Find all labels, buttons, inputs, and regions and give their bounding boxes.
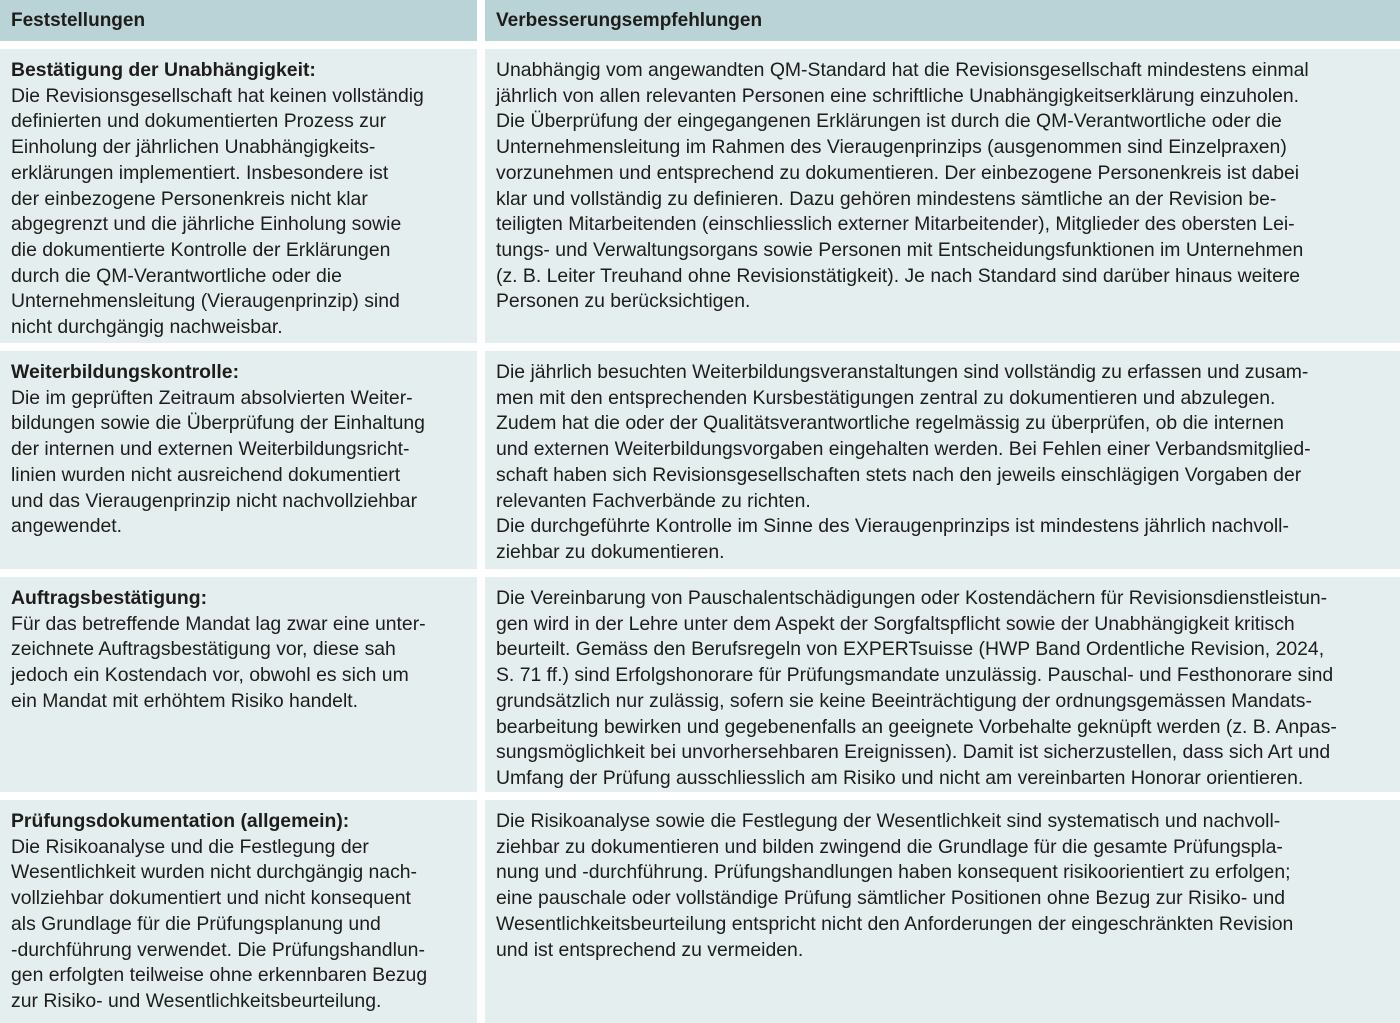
recommendation-text-line: Unternehmensleitung im Rahmen des Vieraugenprinzips (ausgenommen sind Einzelpraxen) [496, 136, 1287, 159]
recommendation-text-line: Die Überprüfung der eingegangenen Erklärungen ist durch die QM-Verantwortliche oder die [496, 110, 1282, 133]
finding-text-line: ein Mandat mit erhöhtem Risiko handelt. [11, 689, 359, 712]
recommendation-text-line: jährlich von allen relevanten Personen eine schriftliche Unabhängigkeitserklärung einzuholen. [496, 84, 1300, 107]
finding-title: Prüfungsdokumentation (allgemein): [11, 810, 350, 832]
finding-text-line: nicht durchgängig nachweisbar. [11, 316, 283, 339]
finding-text-line: Für das betreffende Mandat lag zwar eine unter- [11, 612, 426, 635]
recommendation-text-line: ziehbar zu dokumentieren und bilden zwingend die Grundlage für die gesamte Prüfungspla- [496, 835, 1283, 858]
finding-text-line: abgegrenzt und die jährliche Einholung sowie [11, 213, 402, 236]
finding-text-line: bildungen sowie die Überprüfung der Einhaltung [11, 412, 425, 435]
recommendation-text-line: ziehbar zu dokumentieren. [496, 540, 725, 563]
finding-text-line: Die im geprüften Zeitraum absolvierten Weiter- [11, 386, 413, 409]
finding-cell [0, 800, 477, 1023]
finding-text-line: definierten und dokumentierten Prozess zur [11, 110, 387, 133]
recommendation-text-line: Die Vereinbarung von Pauschalentschädigungen oder Kostendächern für Revisionsdienstleistun- [496, 587, 1328, 609]
finding-text-line: jedoch ein Kostendach vor, obwohl es sich um [11, 664, 409, 687]
recommendation-text-line: men mit den entsprechenden Kursbestätigungen zentral zu dokumentieren und abzulegen. [496, 386, 1276, 409]
recommendation-text-line: sungsmöglichkeit bei unvorhersehbaren Ereignissen). Damit ist sicherzustellen, dass sich Art und [496, 741, 1331, 764]
finding-text-line: Wesentlichkeit wurden nicht durchgängig nach- [11, 861, 418, 884]
recommendation-text-line: und ist entsprechend zu vermeiden. [496, 938, 804, 961]
finding-cell [0, 351, 477, 569]
recommendation-text-line: Unabhängig vom angewandten QM-Standard hat die Revisionsgesellschaft mindestens einmal [496, 59, 1309, 81]
finding-text-line: die dokumentierte Kontrolle der Erklärungen [11, 238, 391, 261]
recommendation-cell [485, 49, 1400, 343]
recommendation-text-line: beurteilt. Gemäss den Berufsregeln von EXPERTsuisse (HWP Band Ordentliche Revision, 2024, [496, 638, 1325, 661]
recommendation-text-line: gen wird in der Lehre unter dem Aspekt der Sorgfaltspflicht sowie der Unabhängigkeit kritisch [496, 612, 1295, 635]
finding-text-line: gen erfolgten teilweise ohne erkennbaren Bezug [11, 964, 428, 987]
finding-text-line: als Grundlage für die Prüfungsplanung und [11, 912, 381, 935]
header-recommendations: Verbesserungsempfehlungen [485, 0, 1400, 41]
finding-text-line: Die Revisionsgesellschaft hat keinen vollständig [11, 84, 424, 107]
finding-title: Weiterbildungskontrolle: [11, 361, 240, 383]
finding-cell [0, 577, 477, 792]
recommendation-text-line: (z. B. Leiter Treuhand ohne Revisionstätigkeit). Je nach Standard sind darüber hinaus weitere [496, 264, 1301, 287]
finding-text-line: und das Vieraugenprinzip nicht nachvollziehbar [11, 489, 418, 512]
recommendation-text-line: teiligten Mitarbeitenden (einschliesslich externer Mitarbeitender), Mitglieder des obersten Lei- [496, 213, 1295, 236]
recommendation-text-line: und externen Weiterbildungsvorgaben eingehalten werden. Bei Fehlen einer Verbandsmitglied- [496, 438, 1311, 461]
finding-text-line: durch die QM-Verantwortliche oder die [11, 264, 342, 287]
recommendation-text-line: Zudem hat die oder der Qualitätsverantwortliche regelmässig zu überprüfen, ob die internen [496, 412, 1284, 435]
recommendation-text-line: klar und vollständig zu definieren. Dazu gehören mindestens sämtliche an der Revision be- [496, 187, 1277, 210]
recommendation-cell [485, 800, 1400, 1023]
finding-title: Bestätigung der Unabhängigkeit: [11, 59, 316, 81]
recommendation-text-line: vorzunehmen und entsprechend zu dokumentieren. Der einbezogene Personenkreis ist dabei [496, 161, 1300, 184]
table-row [0, 351, 1400, 569]
recommendation-cell [485, 351, 1400, 569]
recommendation-text-line: Wesentlichkeitsbeurteilung entspricht nicht den Anforderungen der eingeschränkten Revision [496, 912, 1294, 935]
finding-text-line: der einbezogene Personenkreis nicht klar [11, 187, 368, 210]
recommendation-text-line: nung und -durchführung. Prüfungshandlungen haben konsequent risikoorientiert zu erfolgen; [496, 861, 1291, 884]
table-header [0, 0, 1400, 41]
recommendation-text-line: grundsätzlich nur zulässig, sofern sie keine Beeinträchtigung der ordnungsgemässen Mandats- [496, 689, 1312, 712]
finding-text-line: -durchführung verwendet. Die Prüfungshandlun- [11, 938, 425, 961]
recommendation-text-line: tungs- und Verwaltungsorgans sowie Personen mit Entscheidungsfunktionen im Unternehmen [496, 238, 1304, 261]
finding-text-line: angewendet. [11, 515, 123, 538]
recommendation-text-line: relevanten Fachverbände zu richten. [496, 489, 811, 512]
recommendation-text-line: Die jährlich besuchten Weiterbildungsveranstaltungen sind vollständig zu erfassen und zusam- [496, 361, 1309, 383]
finding-text-line: Die Risikoanalyse und die Festlegung der [11, 835, 369, 858]
table-row [0, 577, 1400, 792]
recommendation-text-line: S. 71 ff.) sind Erfolgshonorare für Prüfungsmandate unzulässig. Pauschal- und Festhonorare sind [496, 664, 1334, 687]
finding-text-line: der internen und externen Weiterbildungsricht- [11, 438, 410, 461]
table-row [0, 800, 1400, 1023]
recommendation-cell [485, 577, 1400, 792]
finding-title: Auftragsbestätigung: [11, 587, 208, 609]
finding-text-line: zeichnete Auftragsbestätigung vor, diese sah [11, 638, 396, 661]
recommendation-text-line: Die durchgeführte Kontrolle im Sinne des Vieraugenprinzips ist mindestens jährlich nachvoll- [496, 515, 1289, 538]
recommendation-text-line: Umfang der Prüfung ausschliesslich am Risiko und nicht am vereinbarten Honorar orientieren. [496, 766, 1304, 789]
recommendation-text-line: Die Risikoanalyse sowie die Festlegung der Wesentlichkeit sind systematisch und nachvoll- [496, 810, 1281, 832]
finding-cell [0, 49, 477, 343]
recommendation-text-line: bearbeitung bewirken und gegebenenfalls an geeignete Vorbehalte geknüpft werden (z. B. Anpas- [496, 715, 1337, 738]
finding-text-line: erklärungen implementiert. Insbesondere ist [11, 161, 389, 184]
finding-text-line: linien wurden nicht ausreichend dokumentiert [11, 463, 401, 486]
recommendation-text-line: schaft haben sich Revisionsgesellschaften stets nach den jeweils einschlägigen Vorgaben der [496, 463, 1302, 486]
recommendation-text-line: eine pauschale oder vollständige Prüfung sämtlicher Positionen ohne Bezug zur Risiko- und [496, 887, 1286, 910]
recommendation-text-line: Personen zu berücksichtigen. [496, 290, 751, 313]
finding-text-line: zur Risiko- und Wesentlichkeitsbeurteilung. [11, 989, 382, 1012]
finding-text-line: Einholung der jährlichen Unabhängigkeits- [11, 136, 376, 159]
finding-text-line: Unternehmensleitung (Vieraugenprinzip) sind [11, 290, 400, 313]
header-findings: Feststellungen [0, 0, 477, 41]
table-row [0, 49, 1400, 343]
finding-text-line: vollziehbar dokumentiert und nicht konsequent [11, 887, 411, 910]
